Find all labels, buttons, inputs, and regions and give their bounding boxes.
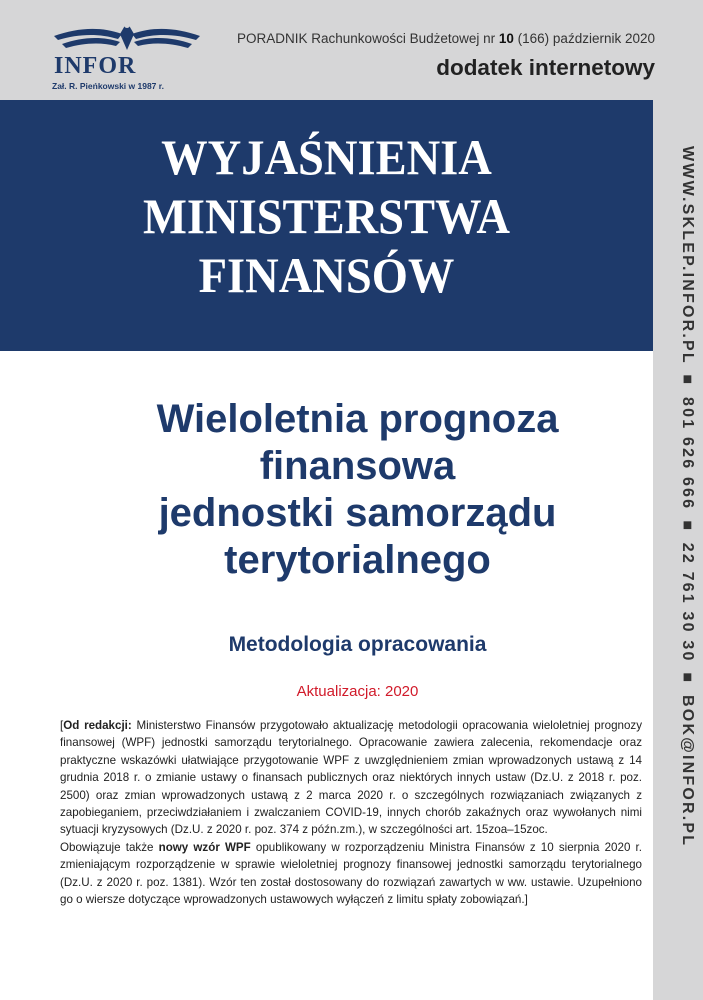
main-title-line-4: terytorialnego	[224, 538, 491, 582]
note-bold-wpf: nowy wzór WPF	[158, 840, 251, 854]
magazine-suffix: (166) październik 2020	[513, 31, 655, 46]
band-line-1: WYJAŚNIENIA	[161, 129, 492, 185]
logo-wings-icon	[52, 20, 202, 54]
main-title-line-3: jednostki samorządu	[158, 491, 557, 535]
note-text-1: Ministerstwo Finansów przygotowało aktualizację metodologii opracowania wieloletniej prognozy finansowej (WPF) jednostki samorządu terytorialnego. Opracowanie zawiera zalecenia, rekomendacje oraz praktyczne wskazówki ułatwiające przygotowanie WPF z uwzględnieniem zmian wprowadzonych ustawą z 14 grudnia 2018 r. o zmianie ustawy o finansach publicznych oraz niektórych innych ustaw (Dz.U. z 2018 r. poz. 2500) oraz zmian wprowadzonych ustawą z 2 marca 2020 r. o szczególnych rozwiązaniach związanych z zapobieganiem, przeciwdziałaniem i zwalczaniem COVID-19, innych chorób zakaźnych oraz wywołanych nimi sytuacji kryzysowych (Dz.U. z 2020 r. poz. 374 z późn.zm.), w szczególności art. 15zoa–15zoc.	[60, 719, 643, 837]
supplement-label: dodatek internetowy	[436, 55, 655, 80]
note-paragraph-2	[60, 839, 642, 909]
band-heading	[23, 128, 630, 305]
note-label: Od redakcji:	[63, 719, 132, 732]
logo-founded: Zał. R. Pieńkowski w 1987 r.	[52, 81, 164, 91]
note-text-2a: Obowiązuje także	[60, 840, 159, 854]
main-title-line-1: Wieloletnia prognoza	[156, 397, 559, 441]
contact-info: WWW.SKLEP.INFOR.PL ■ 801 626 666 ■ 22 761 30 30 ■ BOK@INFOR.PL	[679, 146, 696, 848]
main-title	[70, 396, 645, 584]
main-title-line-2: finansowa	[259, 444, 456, 488]
issue-number: 10	[498, 31, 514, 46]
publisher-logo	[52, 20, 202, 90]
logo-wordmark: INFOR	[54, 53, 137, 79]
subtitle: Metodologia opracowania	[228, 633, 487, 656]
note-text-2b: opublikowany w rozporządzeniu Ministra Finansów z 10 sierpnia 2020 r. zmieniającym rozporządzenie w sprawie wieloletniej prognozy finansowej jednostki samorządu terytorialnego (Dz.U. z 2020 r. poz. 1381). Wzór ten został dostosowany do rozwiązań zawartych w ww. ustawie. Uzupełniono go o wiersze dotyczące wprowadzonych ustawowych wyłączeń z limitu spłaty zobowiązań.]	[60, 840, 642, 907]
band-line-2: MINISTERSTWA	[143, 188, 510, 244]
note-bracket: [	[60, 719, 64, 732]
magazine-issue	[237, 31, 655, 46]
band-line-3: FINANSÓW	[198, 247, 455, 303]
magazine-prefix: PORADNIK Rachunkowości Budżetowej nr	[237, 31, 499, 46]
editorial-note	[60, 717, 642, 908]
update-label: Aktualizacja: 2020	[296, 683, 419, 700]
note-paragraph-1	[60, 717, 642, 839]
